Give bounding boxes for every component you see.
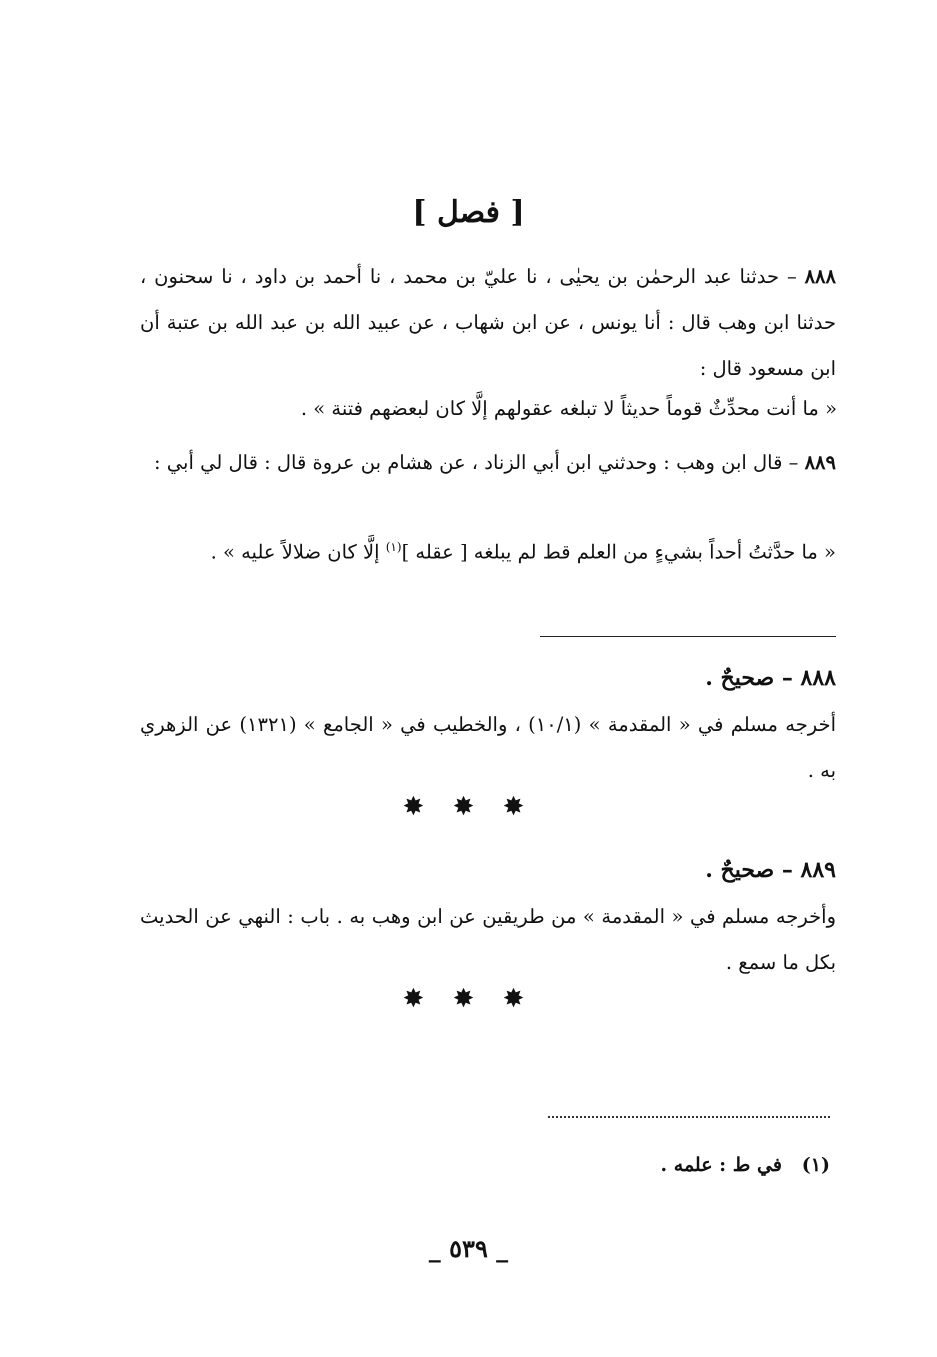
separator-stars: ✸ ✸ ✸ bbox=[402, 792, 535, 822]
section-heading: [ فصل ] bbox=[412, 195, 525, 230]
hadith-889 bbox=[140, 440, 836, 486]
footnote-divider bbox=[548, 1116, 830, 1118]
divider-rule bbox=[540, 636, 836, 637]
quote-text: « ما حدَّثتُ أحداً بشيءٍ من العلم قط لم يبلغه [ عقله ] bbox=[401, 540, 836, 564]
quote-text-end: إلَّا كان ضلالاً عليه » . bbox=[210, 540, 386, 564]
footnote-number: (١) bbox=[801, 1154, 830, 1176]
footnote-text: في ط : علمه . bbox=[660, 1154, 782, 1176]
hadith-isnad: – حدثنا عبد الرحمٰن بن يحيٰى ، نا عليّ بن محمد ، نا أحمد بن داود ، نا سحنون ، حدثنا ابن وهب قال : أنا يونس ، عن ابن شهاب ، عن عبيد الله بن عبد الله بن عتبة أن ابن مسعود قال : bbox=[140, 265, 836, 380]
separator-stars: ✸ ✸ ✸ bbox=[402, 984, 535, 1014]
page-number: _ ٥٣٩ _ bbox=[428, 1234, 509, 1263]
hadith-888-quote: « ما أنت محدِّثٌ قوماً حديثاً لا تبلغه عقولهم إلَّا كان لبعضهم فتنة » . bbox=[300, 397, 837, 420]
hadith-888 bbox=[140, 254, 836, 392]
footnote bbox=[140, 1150, 830, 1180]
hadith-isnad: – قال ابن وهب : وحدثني ابن أبي الزناد ، عن هشام بن عروة قال : قال لي أبي : bbox=[154, 451, 805, 474]
grade-888: ٨٨٨ – صحيحٌ . bbox=[705, 665, 836, 691]
hadith-number: ٨٨٨ bbox=[804, 265, 836, 288]
footnote-marker: (١) bbox=[385, 540, 402, 554]
commentary-888: أخرجه مسلم في « المقدمة » (١٠/١) ، والخطيب في « الجامع » (١٣٢١) عن الزهري به . bbox=[140, 713, 836, 782]
hadith-number: ٨٨٩ bbox=[804, 451, 836, 474]
commentary-889: وأخرجه مسلم في « المقدمة » من طريقين عن ابن وهب به . باب : النهي عن الحديث بكل ما سمع . bbox=[140, 905, 836, 974]
hadith-889-quote bbox=[140, 524, 836, 576]
grade-889: ٨٨٩ – صحيحٌ . bbox=[705, 857, 836, 883]
